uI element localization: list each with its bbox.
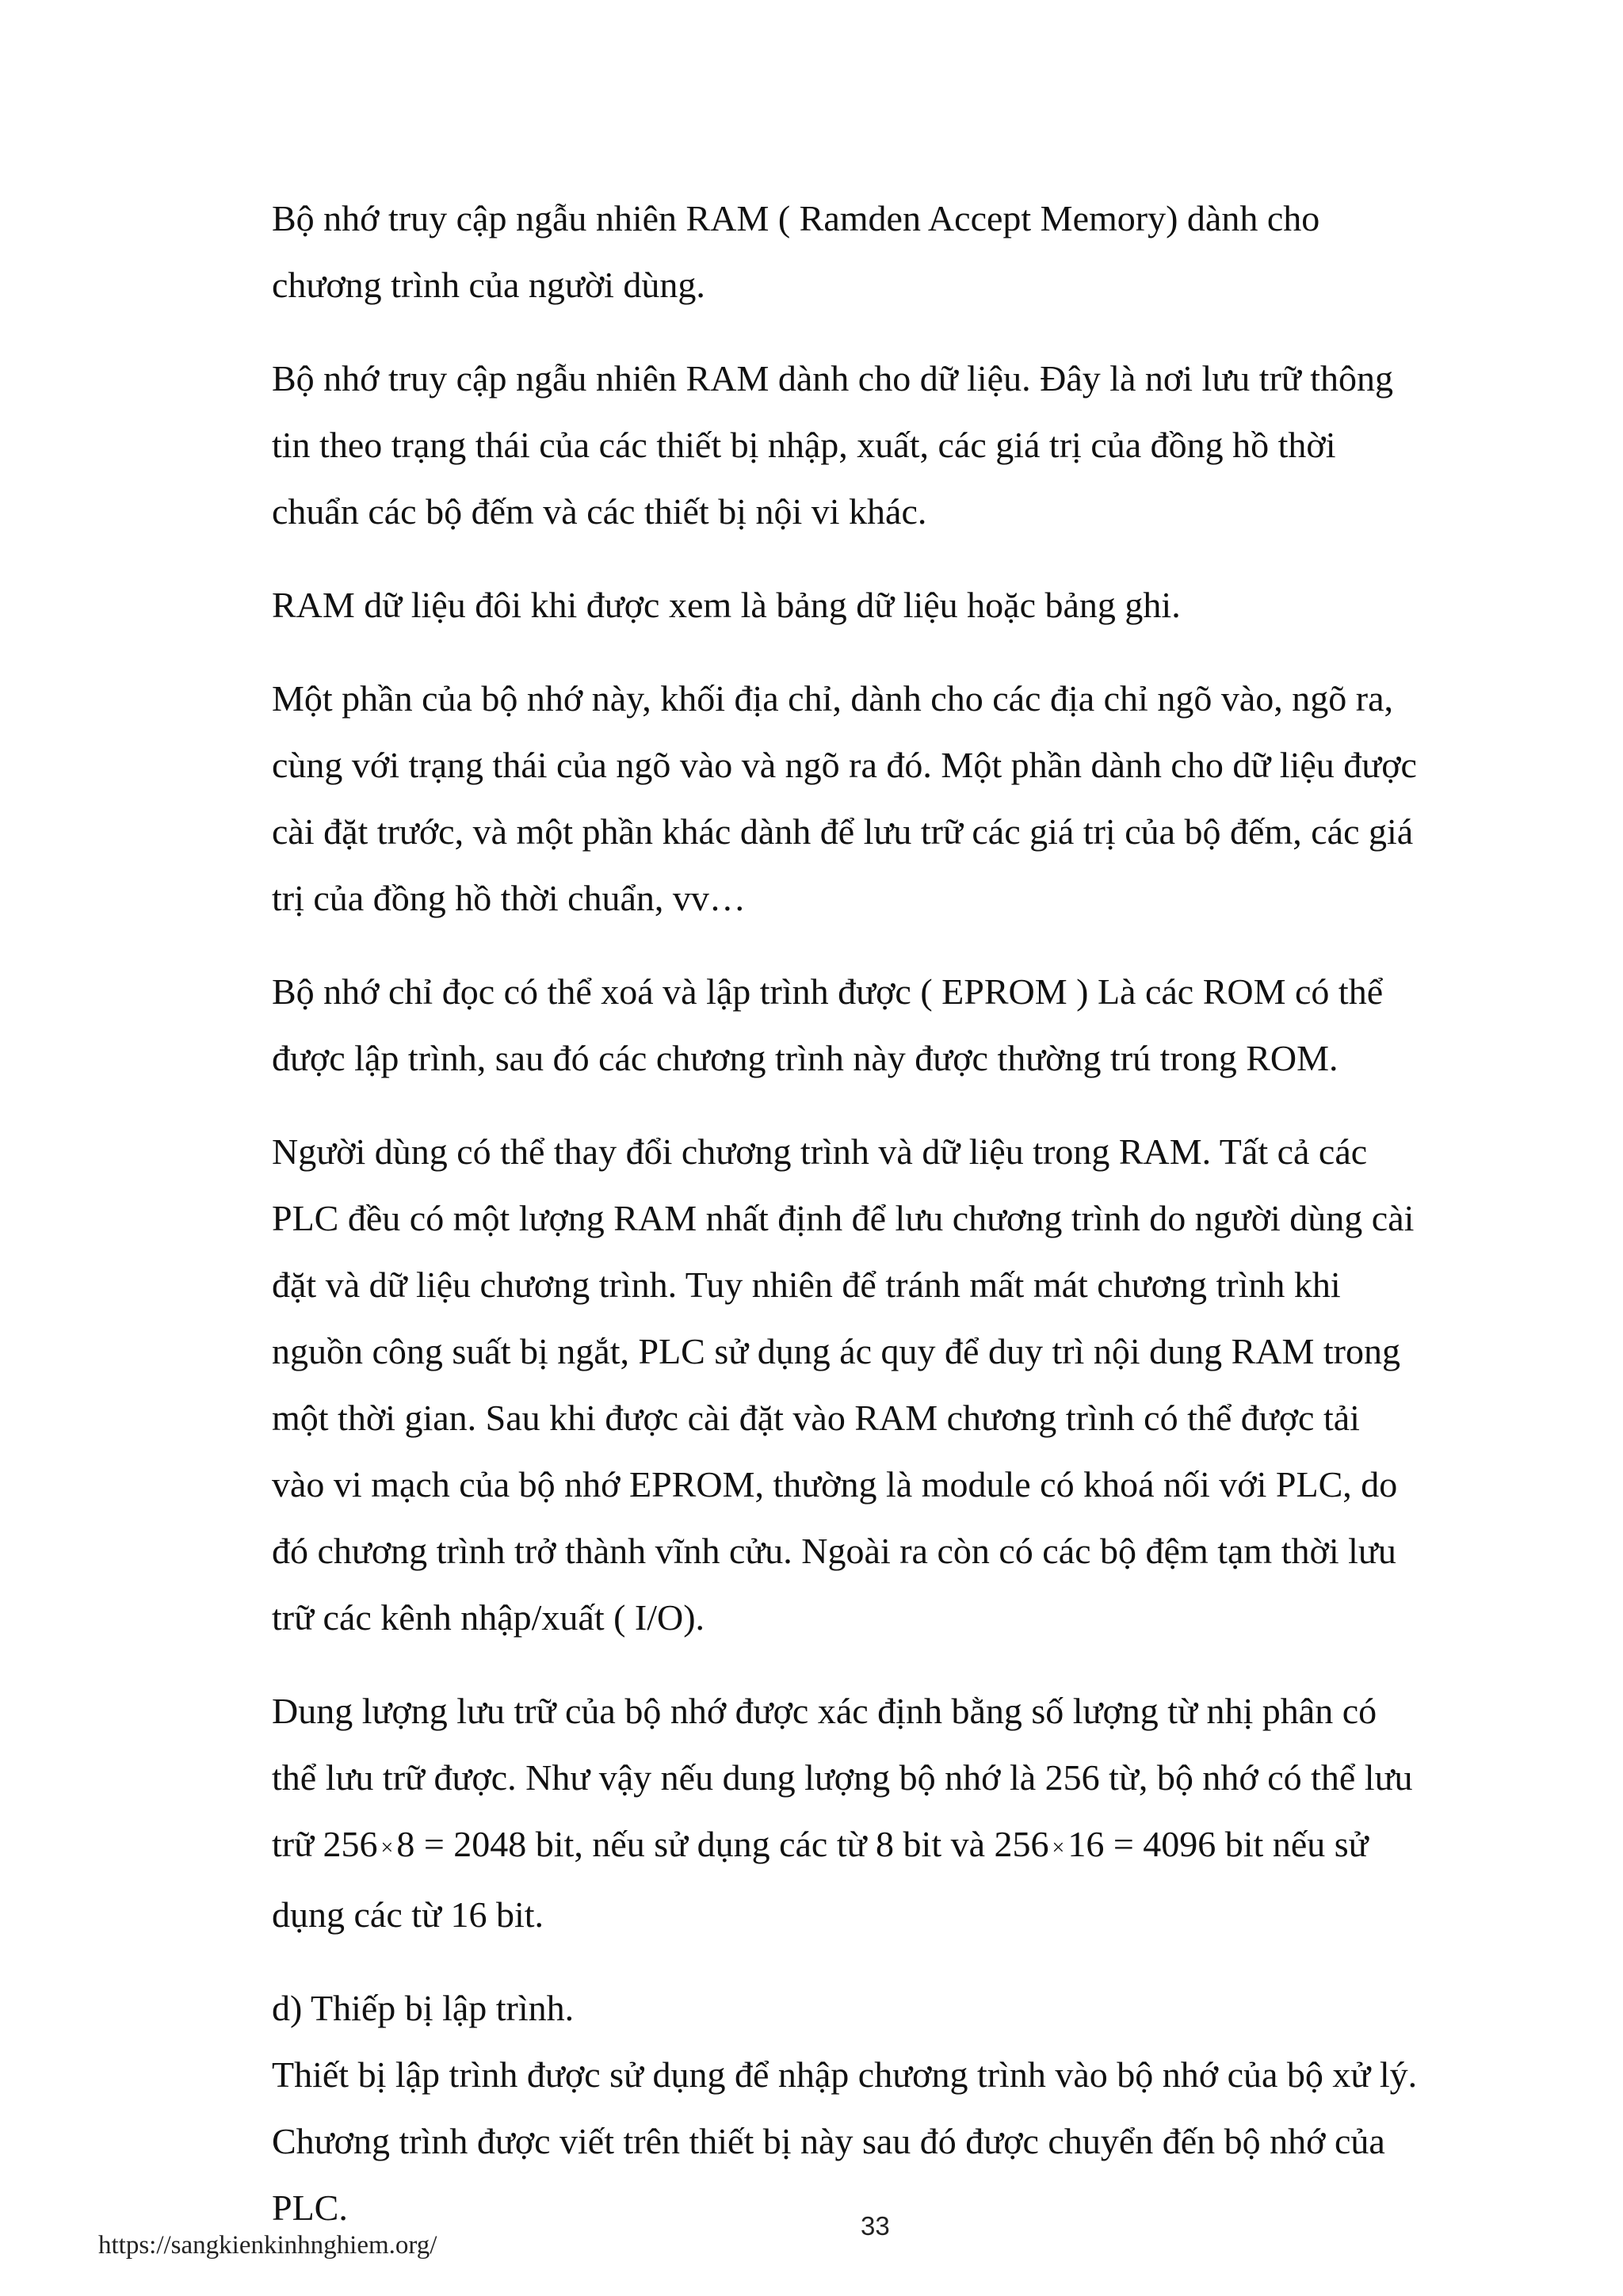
text-line: Chương trình được viết trên thiết bị này sau đó được chuyển đến bộ nhớ của (272, 2121, 1385, 2161)
paragraph-ram-table (272, 572, 1492, 639)
document-body (272, 185, 1492, 2268)
formula-text: 8 = 2048 bit, nếu sử dụng các từ 8 bit và 256 (396, 1824, 1049, 1864)
formula-line (272, 1811, 1492, 1882)
text-line: một thời gian. Sau khi được cài đặt vào RAM chương trình có thể được tải (272, 1398, 1360, 1438)
text-line: chương trình của người dùng. (272, 265, 705, 305)
text-line: PLC đều có một lượng RAM nhất định để lưu chương trình do người dùng cài (272, 1198, 1415, 1238)
text-line: Bộ nhớ chỉ đọc có thể xoá và lập trình được ( EPROM ) Là các ROM có thể (272, 971, 1384, 1012)
heading-line: d) Thiếp bị lập trình. (272, 1988, 575, 2028)
paragraph-ram-user-program (272, 185, 1492, 318)
text-line: Người dùng có thể thay đổi chương trình và dữ liệu trong RAM. Tất cả các (272, 1131, 1368, 1172)
formula-text: trữ 256 (272, 1824, 378, 1864)
paragraph-memory-capacity (272, 1678, 1492, 1948)
text-line: cài đặt trước, và một phần khác dành để lưu trữ các giá trị của bộ đếm, các giá (272, 811, 1414, 852)
text-line: RAM dữ liệu đôi khi được xem là bảng dữ liệu hoặc bảng ghi. (272, 585, 1181, 625)
text-line: cùng với trạng thái của ngõ vào và ngõ ra đó. Một phần dành cho dữ liệu được (272, 745, 1417, 785)
text-line: Bộ nhớ truy cập ngẫu nhiên RAM ( Ramden Accept Memory) dành cho (272, 198, 1320, 238)
formula-text: 16 = 4096 bit nếu sử (1067, 1824, 1369, 1864)
text-line: tin theo trạng thái của các thiết bị nhập, xuất, các giá trị của đồng hồ thời (272, 425, 1336, 465)
multiply-sign: × (380, 1836, 394, 1860)
paragraph-address-block (272, 666, 1492, 932)
text-line: đặt và dữ liệu chương trình. Tuy nhiên để tránh mất mát chương trình khi (272, 1264, 1341, 1305)
text-line: PLC. (272, 2187, 348, 2228)
section-heading-programming-device (272, 1975, 1492, 2042)
text-line: nguồn công suất bị ngắt, PLC sử dụng ác quy để duy trì nội dung RAM trong (272, 1331, 1401, 1371)
text-line: vào vi mạch của bộ nhớ EPROM, thường là module có khoá nối với PLC, do (272, 1464, 1398, 1505)
paragraph-user-ram (272, 1119, 1492, 1651)
text-line: Thiết bị lập trình được sử dụng để nhập chương trình vào bộ nhớ của bộ xử lý. (272, 2054, 1418, 2095)
text-line: chuẩn các bộ đếm và các thiết bị nội vi khác. (272, 491, 927, 532)
paragraph-ram-data (272, 345, 1492, 545)
paragraph-eprom (272, 959, 1492, 1092)
text-line: trữ các kênh nhập/xuất ( I/O). (272, 1597, 705, 1638)
text-line: trị của đồng hồ thời chuẩn, vv… (272, 878, 746, 918)
page-number: 33 (861, 2211, 890, 2241)
text-line: Một phần của bộ nhớ này, khối địa chỉ, dành cho các địa chỉ ngõ vào, ngõ ra, (272, 678, 1393, 719)
text-line: thể lưu trữ được. Như vậy nếu dung lượng bộ nhớ là 256 từ, bộ nhớ có thể lưu (272, 1757, 1413, 1798)
footer-url: https://sangkienkinhnghiem.org/ (98, 2231, 437, 2260)
multiply-sign: × (1052, 1836, 1065, 1860)
text-line: dụng các từ 16 bit. (272, 1894, 544, 1935)
text-line: Dung lượng lưu trữ của bộ nhớ được xác định bằng số lượng từ nhị phân có (272, 1691, 1377, 1731)
text-line: được lập trình, sau đó các chương trình này được thường trú trong ROM. (272, 1038, 1338, 1078)
text-line: Bộ nhớ truy cập ngẫu nhiên RAM dành cho dữ liệu. Đây là nơi lưu trữ thông (272, 358, 1394, 399)
text-line: đó chương trình trở thành vĩnh cửu. Ngoài ra còn có các bộ đệm tạm thời lưu (272, 1531, 1396, 1571)
